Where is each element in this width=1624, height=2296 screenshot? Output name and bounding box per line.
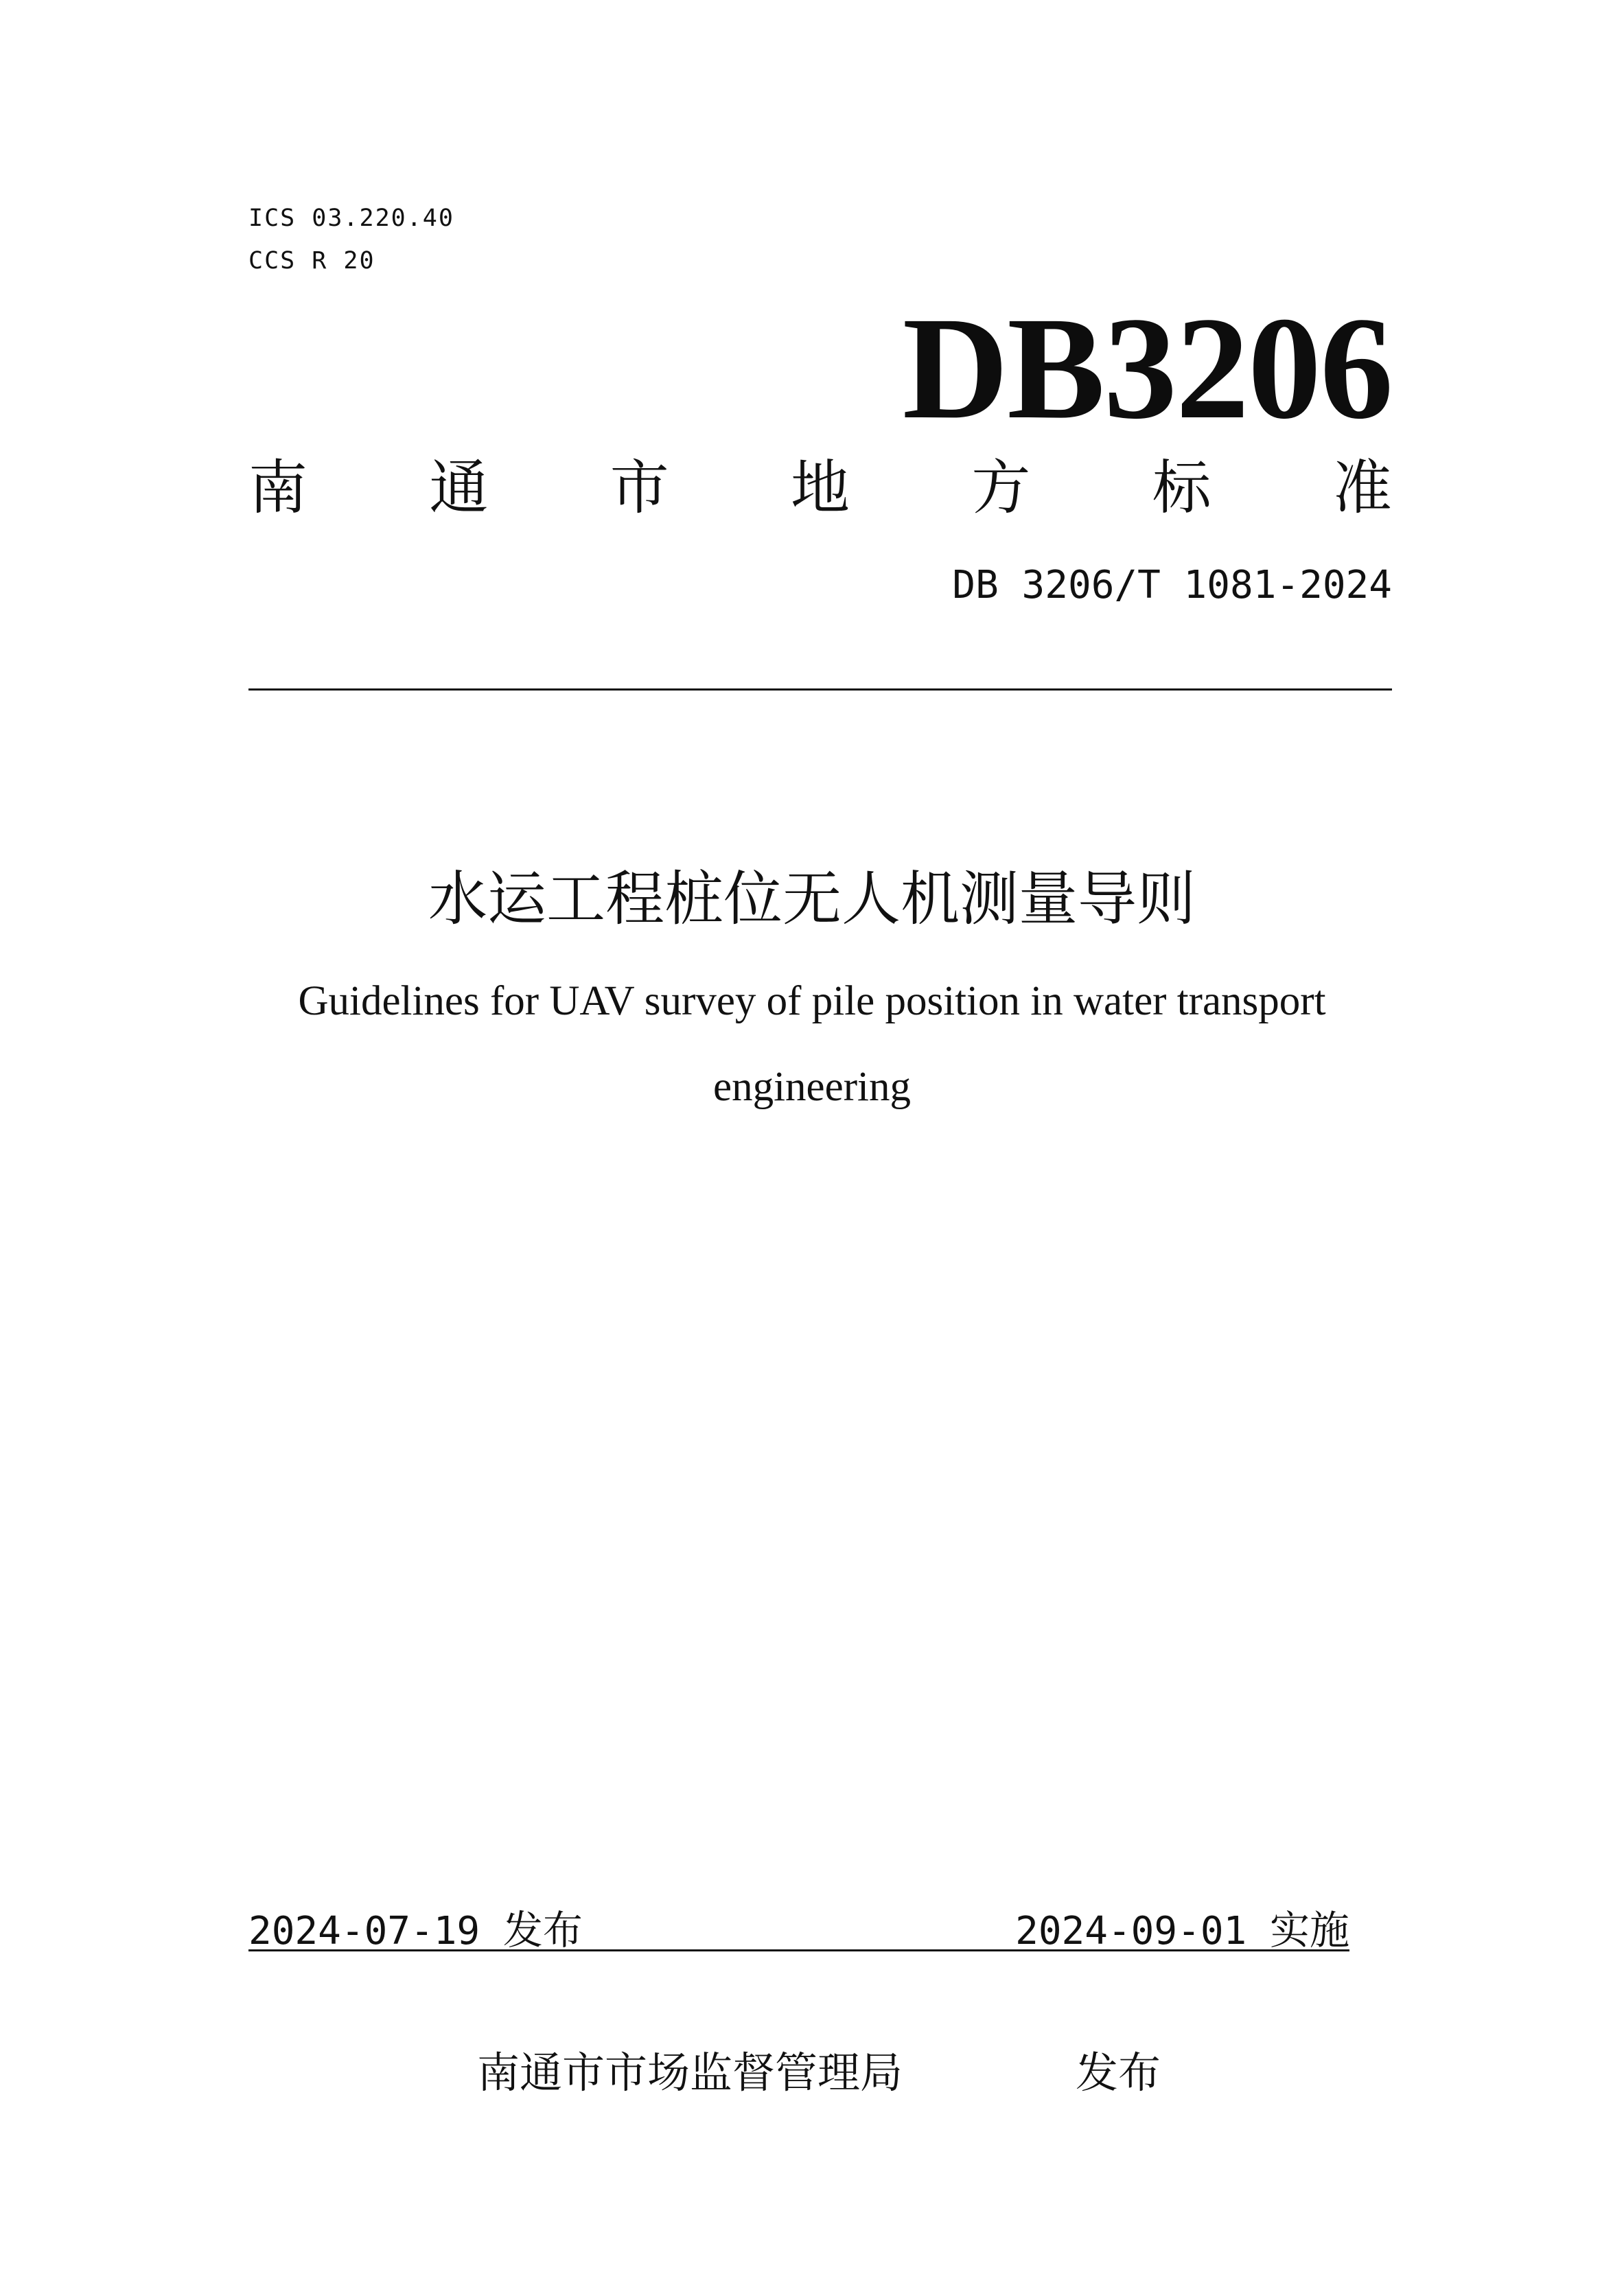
publish-date: 2024-07-19	[248, 1909, 480, 1953]
standard-type-char: 准	[1332, 454, 1392, 522]
effective-date: 2024-09-01	[1015, 1909, 1247, 1953]
standard-number: DB 3206/T 1081-2024	[952, 563, 1392, 607]
ics-code: ICS 03.220.40	[248, 205, 454, 232]
standard-type-char: 地	[790, 454, 850, 522]
ccs-code: CCS R 20	[248, 247, 375, 275]
db-code-logo: DB3206	[902, 287, 1392, 450]
standard-type-title	[248, 454, 1392, 522]
standard-type-char: 南	[248, 454, 308, 522]
publish-date-line	[248, 1898, 583, 1956]
standard-type-char: 方	[971, 454, 1031, 522]
top-divider	[248, 688, 1392, 691]
effective-date-line	[1015, 1898, 1349, 1956]
standard-type-char: 市	[610, 454, 669, 522]
standard-type-char: 通	[429, 454, 489, 522]
publish-label: 发布	[502, 1907, 583, 1953]
bottom-divider	[248, 1949, 1349, 1951]
standard-type-char: 标	[1152, 454, 1211, 522]
effective-label: 实施	[1269, 1907, 1349, 1953]
document-title-chinese: 水运工程桩位无人机测量导则	[428, 865, 1196, 934]
issuing-action: 发布	[1076, 2048, 1161, 2098]
issuing-authority: 南通市市场监督管理局	[477, 2048, 903, 2098]
document-title-english: Guidelines for UAV survey of pile position in water transport engineering	[298, 978, 1326, 1110]
